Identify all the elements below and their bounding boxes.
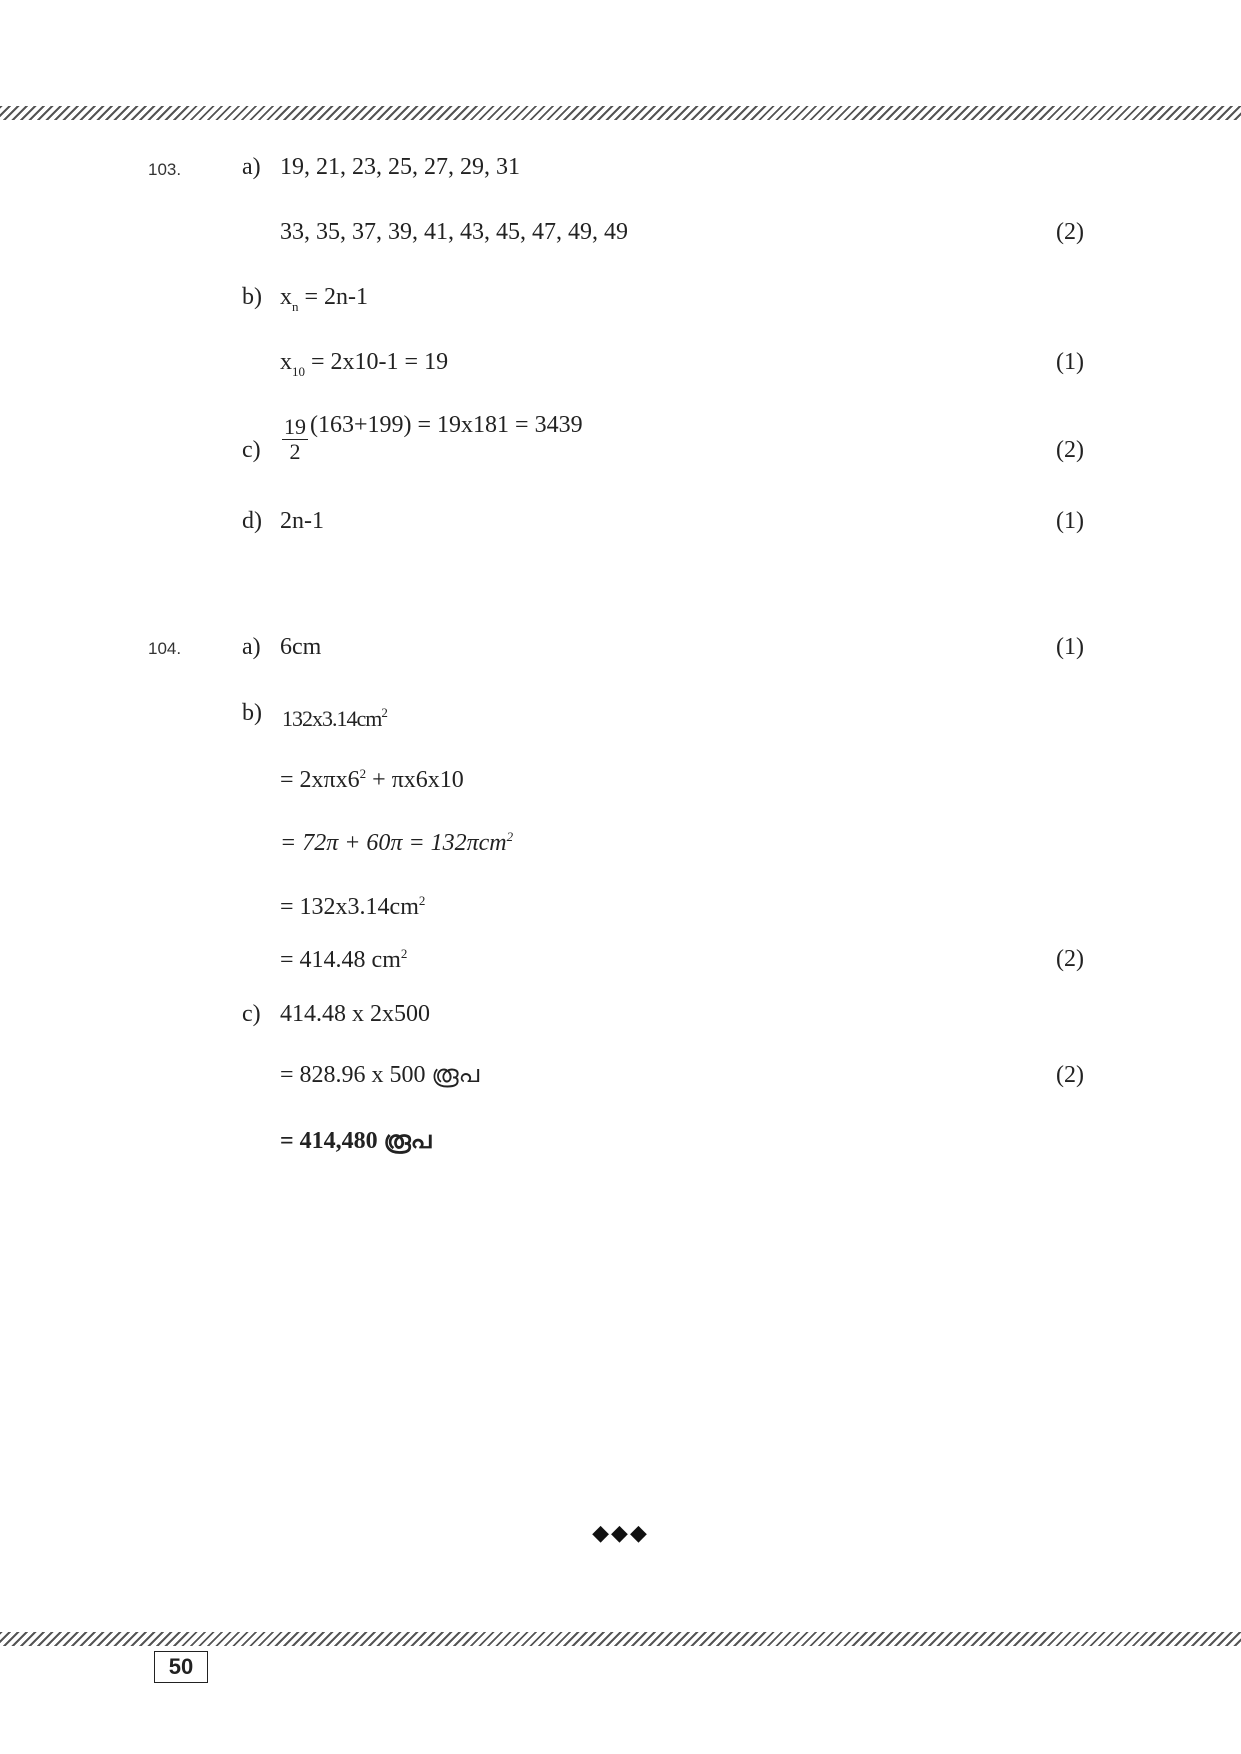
q104-a-marks: (1)	[1056, 634, 1084, 660]
q104-b-line3	[280, 829, 513, 857]
formula-rest: = 2n-1	[298, 284, 369, 310]
fraction-numerator: 19	[284, 414, 306, 439]
q104-c-line3: = 414,480 രൂപ	[280, 1128, 432, 1154]
q104-b-line5	[280, 946, 407, 974]
expression-part: = 132x3.14cm	[280, 894, 419, 920]
q104-b-line2	[280, 766, 464, 794]
q103-a-marks: (2)	[1056, 219, 1084, 245]
q104-c-line2: = 828.96 x 500 രൂപ	[280, 1062, 480, 1088]
q104-b-marks: (2)	[1056, 946, 1084, 972]
question-number-103: 103.	[148, 160, 182, 179]
q103-b-line2	[280, 349, 448, 380]
q103-d-label: d)	[242, 508, 262, 534]
bottom-hatched-rule	[0, 1632, 1241, 1646]
expression-part: + πx6x10	[366, 767, 464, 793]
q103-d-marks: (1)	[1056, 508, 1084, 534]
subscript-10: 10	[292, 364, 305, 379]
var-x: x	[280, 349, 292, 375]
formula-rest: = 2x10-1 = 19	[305, 349, 449, 375]
expression-part: = 72π + 60π = 132πcm	[280, 830, 507, 856]
q103-b-marks: (1)	[1056, 349, 1084, 375]
q103-c-label: c)	[242, 437, 261, 463]
fraction-19-over-2	[282, 415, 308, 464]
top-hatched-rule	[0, 106, 1241, 120]
var-x: x	[280, 284, 292, 310]
subscript-n: n	[292, 299, 299, 314]
q103-a-line2: 33, 35, 37, 39, 41, 43, 45, 47, 49, 49	[280, 219, 628, 245]
q104-a-label: a)	[242, 634, 261, 660]
q103-b-label: b)	[242, 284, 262, 310]
q103-b-line1	[280, 284, 368, 315]
q103-c-expression	[282, 412, 583, 464]
q103-a-label: a)	[242, 154, 261, 180]
page-number: 50	[154, 1651, 208, 1683]
q104-b-line4	[280, 893, 425, 921]
area-expression: 132x3.14cm	[282, 706, 382, 731]
q104-a-text: 6cm	[280, 634, 322, 660]
expression-part: = 2xπx6	[280, 767, 360, 793]
q103-c-marks: (2)	[1056, 437, 1084, 463]
q104-c-label: c)	[242, 1001, 261, 1027]
q104-b-line1	[282, 705, 387, 732]
question-number-104: 104.	[148, 639, 182, 658]
superscript-2: 2	[381, 705, 387, 720]
q104-b-label: b)	[242, 700, 262, 726]
superscript-2: 2	[400, 946, 408, 961]
q103-a-line1: 19, 21, 23, 25, 27, 29, 31	[280, 154, 520, 180]
superscript-2: 2	[506, 829, 514, 844]
expression-rest: (163+199) = 19x181 = 3439	[310, 412, 583, 438]
q104-c-line1: 414.48 x 2x500	[280, 1001, 430, 1027]
end-ornament: ◆◆◆	[592, 1520, 649, 1545]
q104-c-marks: (2)	[1056, 1062, 1084, 1088]
fraction-denominator: 2	[289, 439, 301, 464]
superscript-2: 2	[418, 893, 426, 908]
expression-part: = 414.48 cm	[280, 947, 401, 973]
q103-d-text: 2n-1	[280, 508, 324, 534]
superscript-2: 2	[359, 766, 367, 781]
